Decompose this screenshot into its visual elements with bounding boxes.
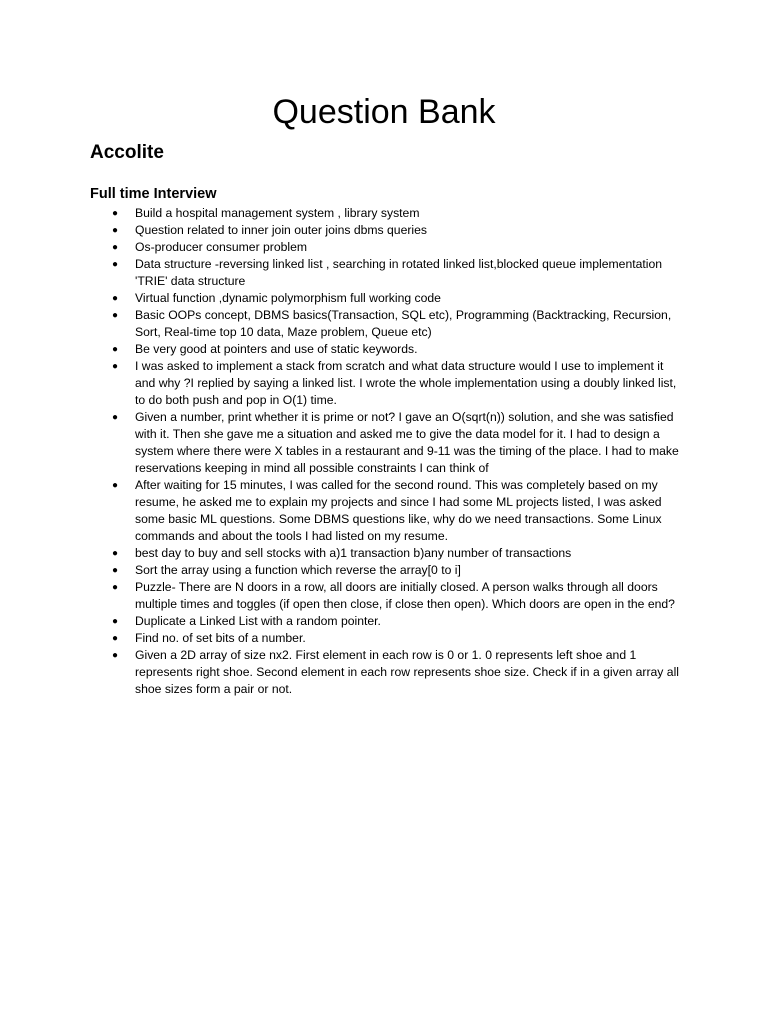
bullet-icon: ●: [112, 310, 119, 321]
bullet-icon: ●: [112, 548, 119, 559]
question-text: Puzzle- There are N doors in a row, all doors are initially closed. A person walks through all doors multiple times and toggles (if open then close, if close then open). Which doors are open in the end?: [135, 580, 675, 611]
section-heading: Full time Interview: [90, 186, 217, 202]
question-text: Sort the array using a function which reverse the array[0 to i]: [135, 563, 461, 577]
bullet-icon: ●: [112, 650, 119, 661]
bullet-icon: ●: [112, 616, 119, 627]
question-item: [112, 358, 680, 409]
question-text: Given a 2D array of size nx2. First element in each row is 0 or 1. 0 represents left shoe and 1 represents right shoe. Second element in each row represents shoe size. Check if in a given array all shoe sizes form a pair or not.: [135, 648, 679, 696]
question-item: [112, 239, 680, 256]
question-list: [112, 205, 680, 698]
bullet-icon: ●: [112, 582, 119, 593]
company-heading: Accolite: [90, 142, 164, 163]
bullet-icon: ●: [112, 412, 119, 423]
question-text: Duplicate a Linked List with a random pointer.: [135, 614, 381, 628]
question-item: [112, 477, 680, 545]
question-text: best day to buy and sell stocks with a)1 transaction b)any number of transactions: [135, 546, 572, 560]
question-item: [112, 205, 680, 222]
question-text: Basic OOPs concept, DBMS basics(Transaction, SQL etc), Programming (Backtracking, Recursion, Sort, Real-time top 10 data, Maze problem, Queue etc): [135, 308, 672, 339]
bullet-icon: ●: [112, 633, 119, 644]
question-text: Virtual function ,dynamic polymorphism full working code: [135, 291, 441, 305]
bullet-icon: ●: [112, 242, 119, 253]
bullet-icon: ●: [112, 293, 119, 304]
question-text: Data structure -reversing linked list , searching in rotated linked list,blocked queue implementation 'TRIE' data structure: [135, 257, 663, 288]
question-text: Be very good at pointers and use of static keywords.: [135, 342, 418, 356]
question-item: [112, 307, 680, 341]
bullet-icon: ●: [112, 225, 119, 236]
question-item: [112, 222, 680, 239]
bullet-icon: ●: [112, 344, 119, 355]
question-text: Question related to inner join outer joins dbms queries: [135, 223, 427, 237]
question-item: [112, 562, 680, 579]
bullet-icon: ●: [112, 208, 119, 219]
question-text: Given a number, print whether it is prime or not? I gave an O(sqrt(n)) solution, and she was satisfied with it. Then she gave me a situation and asked me to give the data model for it. I had to design a system where there were X tables in a restaurant and 9-11 was the timing of the place. I had to make reservations keeping in mind all possible constraints I can think of: [135, 410, 679, 475]
question-item: [112, 630, 680, 647]
bullet-icon: ●: [112, 259, 119, 270]
question-text: I was asked to implement a stack from scratch and what data structure would I use to implement it and why ?I replied by saying a linked list. I wrote the whole implementation using a doubly linked list, to do both push and pop in O(1) time.: [135, 359, 677, 407]
question-item: [112, 290, 680, 307]
question-item: [112, 647, 680, 698]
question-text: Os-producer consumer problem: [135, 240, 308, 254]
question-text: Find no. of set bits of a number.: [135, 631, 306, 645]
question-text: After waiting for 15 minutes, I was called for the second round. This was completely based on my resume, he asked me to explain my projects and since I had some ML projects listed, I was asked some basic ML questions. Some DBMS questions like, why do we need transactions. Some Linux commands and about the tools I had listed on my resume.: [135, 478, 662, 543]
bullet-icon: ●: [112, 565, 119, 576]
question-item: [112, 341, 680, 358]
bullet-icon: ●: [112, 361, 119, 372]
question-text: Build a hospital management system , library system: [135, 206, 420, 220]
question-item: [112, 545, 680, 562]
question-item: [112, 256, 680, 290]
question-item: [112, 409, 680, 477]
bullet-icon: ●: [112, 480, 119, 491]
question-item: [112, 579, 680, 613]
question-item: [112, 613, 680, 630]
document-title: Question Bank: [272, 93, 496, 131]
